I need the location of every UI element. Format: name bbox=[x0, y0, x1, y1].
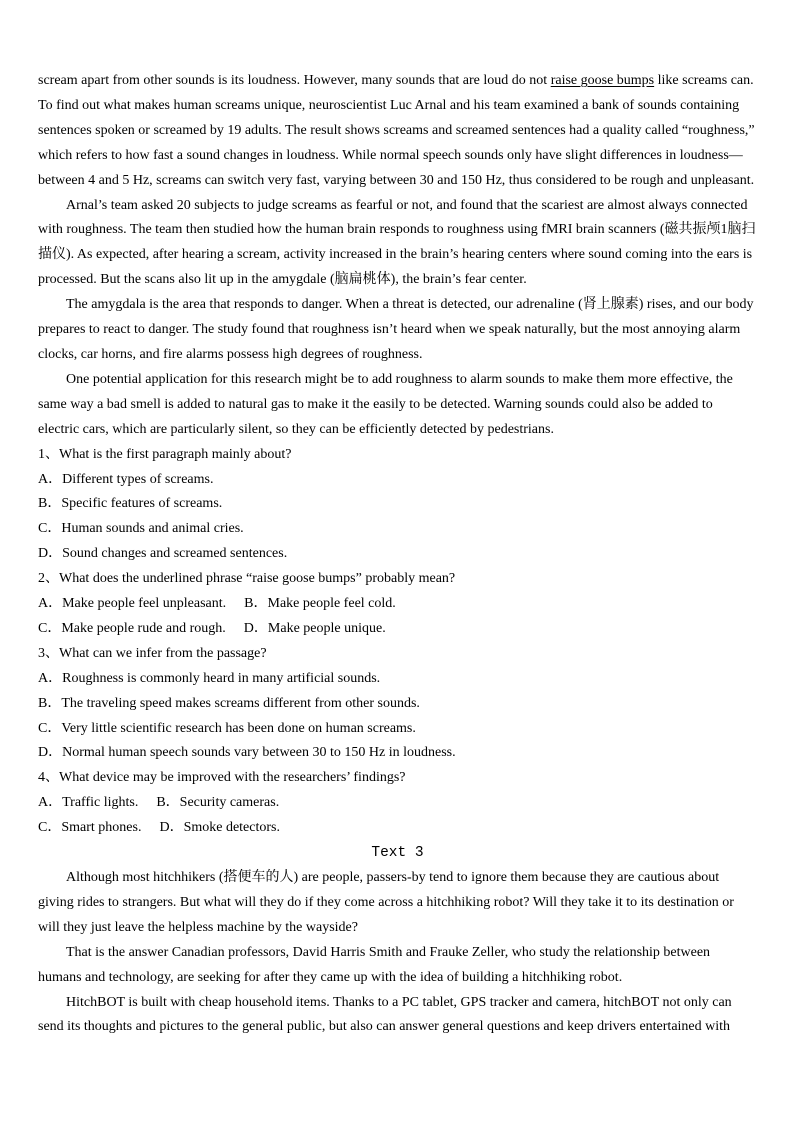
question-2-option-b: B．Make people feel cold. bbox=[244, 596, 396, 612]
passage-paragraph-3: The amygdala is the area that responds to danger. When a threat is detected, our adrenaline (肾上腺素) rises, and our body prepares to react to danger. The study found that roughness isn’t heard when we speak naturally, but the most annoying alarm clocks, car horns, and fire alarms possess high degrees of roughness. bbox=[38, 297, 754, 362]
question-2-option-a: A．Make people feel unpleasant. bbox=[38, 596, 227, 612]
passage-paragraph-4: One potential application for this research might be to add roughness to alarm sounds to make them more effective, the same way a bad smell is added to natural gas to make it the easily to be detected. Warning sounds could also be added to electric cars, which are particularly silent, so they can be efficiently detected by pedestrians. bbox=[38, 371, 733, 437]
question-2-options-ab bbox=[38, 592, 757, 617]
question-4-option-c: C．Smart phones. bbox=[38, 820, 142, 836]
text3-paragraph-3: HitchBOT is built with cheap household items. Thanks to a PC tablet, GPS tracker and camera, hitchBOT not only can send its thoughts and pictures to the general public, but also can answer general questions and keep drivers entertained with bbox=[38, 994, 732, 1035]
question-4-option-a: A．Traffic lights. bbox=[38, 795, 139, 811]
question-2-stem: 2、What does the underlined phrase “raise goose bumps” probably mean? bbox=[38, 571, 456, 587]
question-3 bbox=[38, 642, 757, 767]
underlined-phrase-raise-goose-bumps: raise goose bumps bbox=[550, 73, 655, 88]
question-3-option-a: A．Roughness is commonly heard in many artificial sounds. bbox=[38, 670, 381, 686]
question-3-option-d: D．Normal human speech sounds vary between 30 to 150 Hz in loudness. bbox=[38, 745, 456, 761]
text3-paragraph-2: That is the answer Canadian professors, David Harris Smith and Frauke Zeller, who study the relationship between humans and technology, are seeking for after they came up with the idea of building a hitchhiking robot. bbox=[38, 944, 711, 985]
passage-paragraph-2: Arnal’s team asked 20 subjects to judge screams as fearful or not, and found that the scariest are almost always connected with roughness. The team then studied how the human brain responds to roughness using fMRI brain scanners (磁共振颅1脑扫描仪). As expected, after hearing a scream, activity increased in the brain’s hearing centers where sound coming into the ears is processed. But the scans also lit up in the amygdale (脑扁桃体), the brain’s fear center. bbox=[38, 197, 756, 288]
question-2-options-cd bbox=[38, 617, 757, 642]
question-1-option-a: A．Different types of screams. bbox=[38, 471, 214, 487]
question-3-option-c: C．Very little scientific research has been done on human screams. bbox=[38, 720, 416, 736]
question-1-option-d: D．Sound changes and screamed sentences. bbox=[38, 546, 288, 562]
question-1-option-c: C．Human sounds and animal cries. bbox=[38, 521, 244, 537]
question-2-option-d: D．Make people unique. bbox=[243, 620, 386, 636]
question-4-option-d: D．Smoke detectors. bbox=[159, 820, 280, 836]
question-4-option-b: B．Security cameras. bbox=[156, 795, 280, 811]
text3-paragraph-1: Although most hitchhikers (搭便车的人) are people, passers-by tend to ignore them because they are cautious about giving rides to strangers. But what will they do if they come across a hitchhiking robot? Will they take it to its destination or will they just leave the helpless machine by the wayside? bbox=[38, 870, 734, 935]
paragraph-1-text-after: like screams can. To find out what makes human screams unique, neuroscientist Luc Arnal and his team examined a bank of sounds containing sentences spoken or screamed by 19 adults. The result shows screams and screamed sentences had a quality called “roughness,” which refers to how fast a sound changes in loudness. While normal speech sounds only have slight differences in loudness—between 4 and 5 Hz, screams can switch very fast, varying between 30 and 150 Hz, thus considered to be rough and unpleasant. bbox=[38, 73, 755, 188]
question-2 bbox=[38, 567, 757, 642]
question-4-options-ab bbox=[38, 791, 757, 816]
text3-section-heading: Text 3 bbox=[371, 845, 424, 862]
passage-paragraph-1 bbox=[38, 69, 757, 194]
question-2-option-c: C．Make people rude and rough. bbox=[38, 620, 226, 636]
question-1 bbox=[38, 443, 757, 568]
question-4 bbox=[38, 766, 757, 841]
question-4-options-cd bbox=[38, 816, 757, 841]
paragraph-1-text-before: scream apart from other sounds is its loudness. However, many sounds that are loud do not bbox=[38, 73, 551, 88]
question-1-stem: 1、What is the first paragraph mainly about? bbox=[38, 446, 292, 462]
question-4-stem: 4、What device may be improved with the researchers’ findings? bbox=[38, 770, 406, 786]
question-1-option-b: B．Specific features of screams. bbox=[38, 496, 223, 512]
question-3-option-b: B．The traveling speed makes screams different from other sounds. bbox=[38, 695, 420, 711]
question-3-stem: 3、What can we infer from the passage? bbox=[38, 645, 267, 661]
